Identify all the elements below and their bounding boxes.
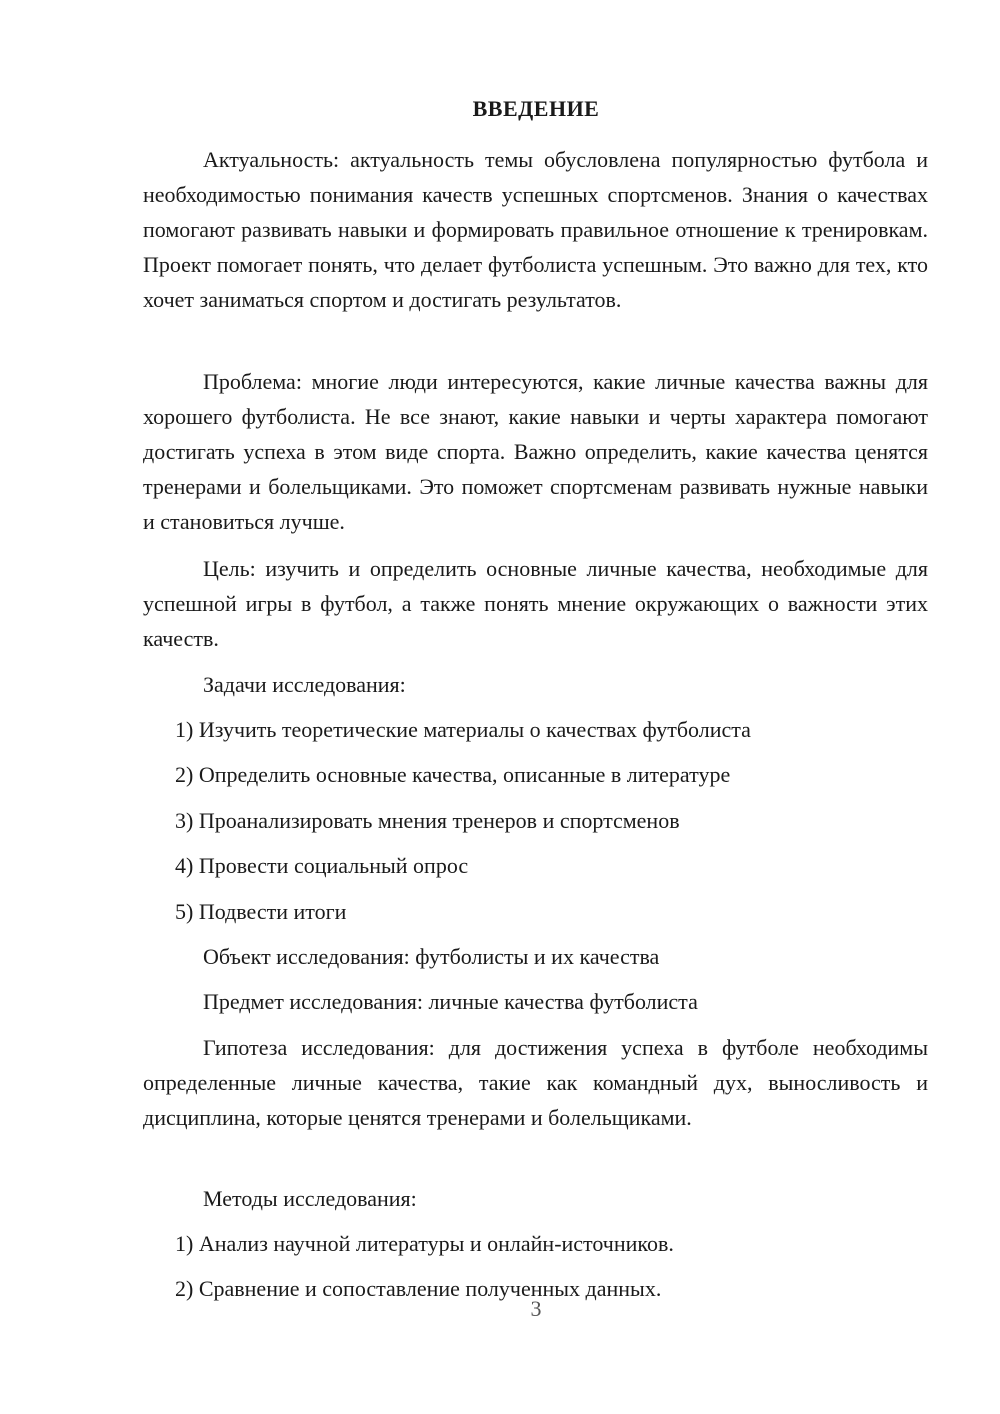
page-title: ВВЕДЕНИЕ: [472, 96, 600, 121]
method-item: 2) Сравнение и сопоставление полученных данных.: [175, 1276, 662, 1301]
hypothesis-paragraph: Гипотеза исследования: для достижения успеха в футболе необходимы определенные личные качества, такие как командный дух, выносливость и дисциплина, которые ценятся тренерами и болельщиками.: [143, 1035, 928, 1130]
page-number: 3: [530, 1296, 542, 1321]
research-object: Объект исследования: футболисты и их качества: [203, 944, 660, 969]
method-item: 1) Анализ научной литературы и онлайн-источников.: [175, 1231, 674, 1256]
task-item: 4) Провести социальный опрос: [175, 853, 469, 878]
task-item: 5) Подвести итоги: [175, 899, 347, 924]
task-item: 2) Определить основные качества, описанные в литературе: [175, 762, 731, 787]
problem-paragraph: Проблема: многие люди интересуются, какие личные качества важны для хорошего футболиста. Не все знают, какие навыки и черты характера помогают достигать успеха в этом виде спорта. Важно определить, какие качества ценятся тренерами и болельщиками. Это поможет спортсменам развивать нужные навыки и становиться лучше.: [143, 369, 928, 534]
methods-label: Методы исследования:: [203, 1186, 417, 1211]
task-item: 1) Изучить теоретические материалы о качествах футболиста: [175, 717, 751, 742]
task-item: 3) Проанализировать мнения тренеров и спортсменов: [175, 808, 680, 833]
relevance-paragraph: Актуальность: актуальность темы обусловлена популярностью футбола и необходимостью понимания качеств успешных спортсменов. Знания о качествах помогают развивать навыки и формировать правильное отношение к тренировкам. Проект помогает понять, что делает футболиста успешным. Это важно для тех, кто хочет заниматься спортом и достигать результатов.: [143, 147, 928, 312]
goal-paragraph: Цель: изучить и определить основные личные качества, необходимые для успешной игры в футбол, а также понять мнение окружающих о важности этих качеств.: [143, 556, 928, 651]
research-subject: Предмет исследования: личные качества футболиста: [203, 989, 698, 1014]
tasks-label: Задачи исследования:: [203, 672, 406, 697]
